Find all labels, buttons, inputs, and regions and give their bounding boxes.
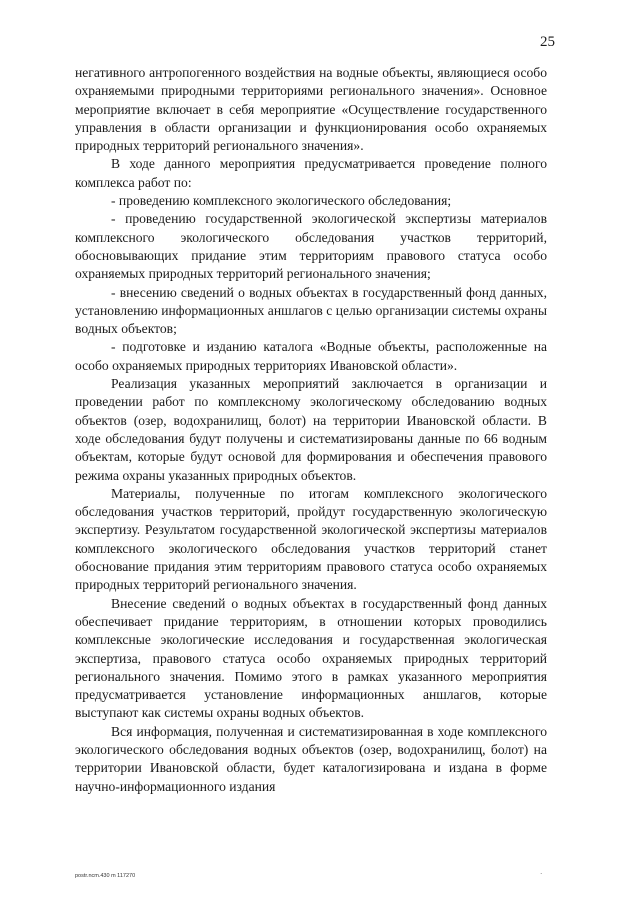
paragraph: Реализация указанных мероприятий заключается в организации и проведении работ по комплексному экологическому обследованию водных объектов (озер, водохранилищ, болот) на территории Ивановской области. В ходе обследования будут получены и систематизированы данные по 66 водным объектам, которые будут основой для формирования и обеспечения правового режима охраны указанных природных объектов.	[75, 376, 547, 483]
list-item: - внесению сведений о водных объектах в государственный фонд данных, установлению информационных аншлагов с целью организации системы охраны водных объектов;	[75, 284, 547, 337]
paragraph: Внесение сведений о водных объектах в государственный фонд данных обеспечивает придание территориям, в отношении которых проводились комплексные экологические исследования и государственная экологическая экспертиза, правового статуса особо охраняемых природных территорий регионального значения. Помимо этого в рамках указанного мероприятия предусматривается установление информационных аншлагов, которые выступают как системы охраны водных объектов.	[75, 595, 547, 721]
list-item: - проведению государственной экологической экспертизы материалов комплексного экологического обследования участков территорий, обосновывающих придание этим территориям правового статуса особо охраняемых природных территорий регионального значения;	[75, 211, 547, 282]
footer-mark: ·	[540, 870, 543, 878]
page-number: 25	[540, 34, 555, 50]
list-item: - подготовке и изданию каталога «Водные объекты, расположенные на особо охраняемых природных территориях Ивановской области».	[75, 339, 547, 373]
list-item: - проведению комплексного экологического обследования;	[111, 193, 452, 209]
document-code: postr.ncm.430 m 117270	[75, 873, 136, 879]
paragraph: Материалы, полученные по итогам комплексного экологического обследования участков территорий, пройдут государственную экологическую экспертизу. Результатом государственной экологической экспертизы материалов комплексного экологического обследования участков территорий станет обоснование придания этим территориям правового статуса особо охраняемых природных территорий регионального значения.	[75, 485, 547, 593]
document-body	[75, 64, 547, 796]
paragraph: Вся информация, полученная и систематизированная в ходе комплексного экологического обследования водных объектов (озер, водохранилищ, болот) на территории Ивановской области, будет каталогизирована и издана в форме научно-информационного издания	[75, 723, 547, 794]
paragraph: негативного антропогенного воздействия на водные объекты, являющиеся особо охраняемыми природными территориями регионального значения». Основное мероприятие включает в себя мероприятие «Осуществление государственного управления в области организации и функционирования особо охраняемых природных территорий регионального значения».	[75, 65, 547, 154]
paragraph: В ходе данного мероприятия предусматривается проведение полного комплекса работ по:	[75, 156, 547, 190]
